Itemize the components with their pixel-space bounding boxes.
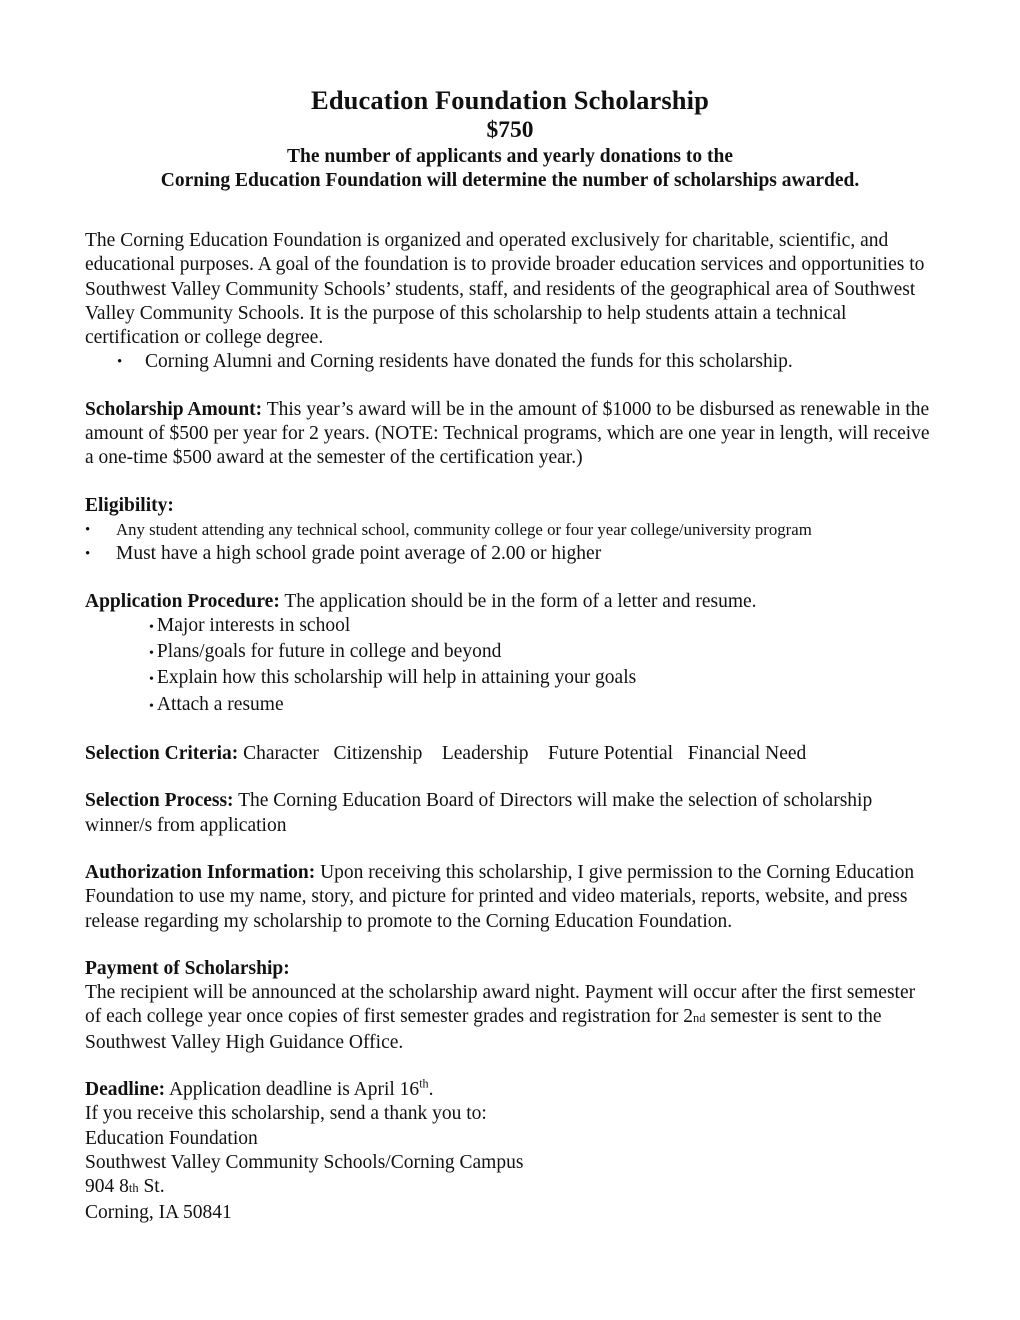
bullet-icon: • [149, 672, 154, 688]
address-line-city-state-zip: Corning, IA 50841 [85, 1201, 232, 1223]
header-subtitle-line-2: Corning Education Foundation will determine the number of scholarships awarded. [160, 170, 860, 191]
list-item-label: Must have a high school grade point average of 2.00 or higher [116, 543, 602, 565]
page-title: Education Foundation Scholarship [311, 85, 709, 115]
payment-text-part-2: semester is sent to the Southwest Valley High Guidance Office. [85, 1006, 882, 1053]
bullet-icon: • [149, 698, 154, 714]
spacer [85, 838, 935, 861]
list-item-label: Corning Alumni and Corning residents have donated the funds for this scholarship. [145, 351, 793, 373]
application-procedure-item-list [85, 614, 935, 719]
scholarship-amount-label: Scholarship Amount: [85, 398, 263, 420]
bullet-icon: • [149, 619, 154, 635]
authorization-information-section [85, 861, 935, 934]
list-item-label: Any student attending any technical school, community college or four year college/university program [116, 519, 812, 539]
bullet-icon: • [85, 521, 91, 538]
thank-you-instruction: If you receive this scholarship, send a thank you to: [85, 1103, 487, 1125]
list-item [85, 614, 935, 640]
payment-ordinal [683, 1006, 705, 1027]
list-item-label: Plans/goals for future in college and beyond [156, 641, 502, 663]
payment-text-part-1: The recipient will be announced at the scholarship award night. Payment will occur after the first semester of each college year once copies of first semester grades and registration for [85, 982, 916, 1028]
spacer [85, 375, 935, 398]
deadline-text-part-1: Application deadline is April 16 [165, 1079, 420, 1101]
spacer [85, 567, 935, 590]
list-item-label: Major interests in school [156, 614, 351, 636]
document-header [85, 85, 935, 193]
deadline-ordinal-suffix: th [419, 1076, 429, 1091]
spacer [85, 193, 935, 229]
header-subtitle-line-1: The number of applicants and yearly donations to the [286, 146, 734, 167]
spacer [85, 766, 935, 789]
mailing-address [85, 1127, 935, 1225]
spacer [85, 719, 935, 742]
list-item [85, 518, 935, 542]
eligibility-bullet-list [85, 518, 935, 567]
list-item [85, 542, 935, 566]
address-line-street [85, 1175, 935, 1200]
scholarship-amount-text: This year’s award will be in the amount of $1000 to be disbursed as renewable in the amount of $500 per year for 2 years. (NOTE: Technical programs, which are one year in length, will receive a one-time $500 award at the semester of the certification year.) [85, 398, 930, 469]
selection-criteria-items: Character Citizenship Leadership Future Potential Financial Need [238, 743, 807, 765]
spacer [85, 1055, 935, 1078]
list-item [85, 666, 935, 692]
award-amount-heading: $750 [486, 117, 534, 143]
selection-criteria-section [85, 742, 935, 766]
selection-process-section [85, 789, 935, 838]
list-item-label: Attach a resume [156, 693, 284, 715]
payment-ordinal-number: 2 [683, 1006, 694, 1028]
eligibility-label: Eligibility: [85, 494, 174, 516]
list-item [85, 693, 935, 719]
intro-paragraph: The Corning Education Foundation is organized and operated exclusively for charitable, scientific, and educational purposes. A goal of the foundation is to provide broader education services and opportunities to Southwest Valley Community Schools’ students, staff, and residents of the geographical area of Southwest Valley Community Schools. It is the purpose of this scholarship to help students attain a technical certification or college degree. [85, 230, 925, 349]
application-procedure-text: The application should be in the form of a letter and resume. [279, 590, 757, 612]
address-line-school: Southwest Valley Community Schools/Corning Campus [85, 1151, 524, 1173]
list-item-label: Explain how this scholarship will help in attaining your goals [156, 667, 637, 689]
street-ordinal-suffix: th [128, 1181, 139, 1196]
payment-ordinal-suffix: nd [693, 1011, 706, 1026]
deadline-text-part-2: . [428, 1079, 434, 1101]
authorization-information-label: Authorization Information: [85, 861, 316, 883]
deadline-section [85, 1078, 935, 1102]
spacer [85, 471, 935, 494]
street-suffix: St. [138, 1176, 165, 1198]
selection-process-label: Selection Process: [85, 790, 234, 812]
payment-of-scholarship-label: Payment of Scholarship: [85, 957, 290, 979]
payment-of-scholarship-text [85, 981, 935, 1055]
intro-bullet-list [85, 350, 935, 374]
deadline-label: Deadline: [85, 1079, 166, 1101]
application-procedure-section [85, 590, 935, 614]
selection-process-text: The Corning Education Board of Directors will make the selection of scholarship winner/s from application [85, 790, 873, 836]
application-procedure-label: Application Procedure: [85, 590, 280, 612]
authorization-information-text: Upon receiving this scholarship, I give permission to the Corning Education Foundation to use my name, story, and picture for printed and video materials, reports, website, and press release regarding my scholarship to promote to the Corning Education Foundation. [85, 861, 915, 932]
address-line-organization: Education Foundation [85, 1127, 258, 1149]
bullet-icon: • [117, 354, 123, 371]
list-item [85, 640, 935, 666]
bullet-icon: • [149, 646, 154, 662]
selection-criteria-label: Selection Criteria: [85, 743, 239, 765]
street-number: 904 8 [85, 1176, 129, 1198]
spacer [85, 934, 935, 957]
scholarship-amount-section [85, 398, 935, 471]
list-item [85, 350, 935, 374]
bullet-icon: • [85, 546, 91, 563]
